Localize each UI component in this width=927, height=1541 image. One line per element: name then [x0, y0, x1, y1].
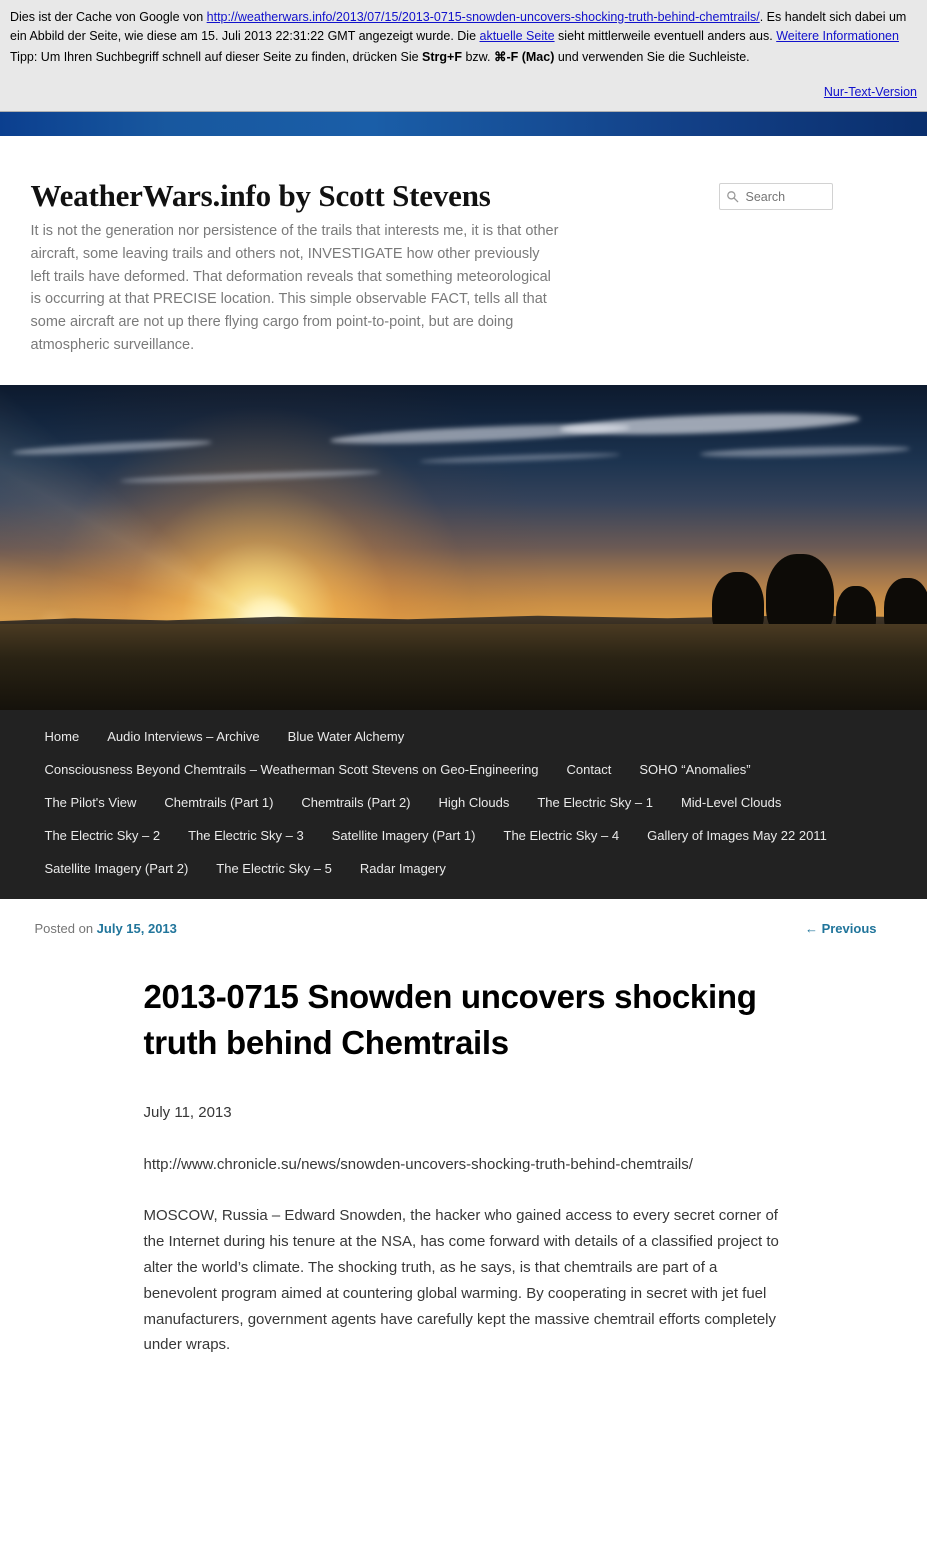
browser-blue-bar [0, 112, 927, 136]
site-description: It is not the generation nor persistence of the trails that interests me, it is that other aircraft, some leaving trails and others not, INVESTIGATE how other previously left trails have deformed. That deformation reveals that something meteorological is occurring at that PRECISE location. This simple observable FACT, tells all that some aircraft are not up there flying cargo from point-to-point, but are doing atmospheric surveillance. [30, 223, 559, 353]
nav-item-chemtrails-part-1[interactable]: Chemtrails (Part 1) [164, 794, 274, 810]
post-date-link[interactable]: July 15, 2013 [96, 920, 177, 936]
nav-item-contact[interactable]: Contact [566, 761, 612, 777]
post-meta-bar [31, 899, 897, 936]
nav-item-the-electric-sky-1[interactable]: The Electric Sky – 1 [537, 794, 653, 810]
nav-item-soho-anomalies[interactable]: SOHO “Anomalies” [639, 761, 751, 777]
post-paragraph-date: July 11, 2013 [143, 1103, 232, 1121]
nav-item-consciousness-beyond-chemtrails[interactable]: Consciousness Beyond Chemtrails – Weatherman Scott Stevens on Geo-Engineering [44, 761, 539, 777]
header-sunset-image [0, 385, 927, 710]
nav-item-satellite-imagery-part-1[interactable]: Satellite Imagery (Part 1) [331, 827, 476, 843]
site-title[interactable]: WeatherWars.info by Scott Stevens [30, 178, 491, 213]
cache-tip [10, 48, 917, 67]
nav-item-the-electric-sky-2[interactable]: The Electric Sky – 2 [44, 827, 161, 843]
cached-url-link[interactable]: http://weatherwars.info/2013/07/15/2013-0715-snowden-uncovers-shocking-truth-behind-chemtrails/ [206, 10, 760, 24]
cache-after-current-text: sieht mittlerweile eventuell anders aus. [554, 29, 777, 44]
nav-row-1 [31, 720, 897, 753]
posted-on [31, 921, 177, 936]
posted-on-label: Posted on [34, 920, 97, 936]
post-content [144, 1100, 784, 1358]
search-input[interactable] [744, 189, 826, 205]
text-only-version-link[interactable]: Nur-Text-Version [823, 85, 917, 100]
cache-after-url-text: . Es handelt sich dabei um ein Abbild der Seite, wie diese am 15. Juli 2013 22:31:22 GMT angezeigt wurde. Die [10, 10, 907, 44]
nav-item-the-pilots-view[interactable]: The Pilot's View [44, 794, 137, 810]
nav-item-the-electric-sky-3[interactable]: The Electric Sky – 3 [188, 827, 304, 843]
google-cache-banner [0, 0, 927, 112]
cache-tip-suffix: und verwenden Sie die Suchleiste. [554, 49, 750, 64]
cache-description [10, 8, 917, 47]
cache-prefix-text: Dies ist der Cache von Google von [10, 10, 207, 24]
cache-tip-prefix: Tipp: Um Ihren Suchbegriff schnell auf dieser Seite zu finden, drücken Sie [10, 49, 423, 64]
post-title: 2013-0715 Snowden uncovers shocking truth behind Chemtrails [143, 977, 757, 1061]
current-page-link[interactable]: aktuelle Seite [479, 29, 555, 44]
site-header [0, 136, 927, 385]
shortcut-key-mac: ⌘-F (Mac) [493, 49, 555, 64]
search-icon [726, 190, 739, 203]
nav-item-the-electric-sky-4[interactable]: The Electric Sky – 4 [503, 827, 620, 843]
nav-item-high-clouds[interactable]: High Clouds [438, 794, 510, 810]
nav-item-radar-imagery[interactable]: Radar Imagery [359, 860, 446, 876]
nav-item-home[interactable]: Home [44, 728, 80, 744]
nav-row-2 [31, 753, 897, 786]
shortcut-key-windows: Strg+F [422, 49, 462, 64]
previous-post-link[interactable]: ← Previous [804, 920, 877, 936]
main-navigation [0, 710, 927, 899]
nav-item-satellite-imagery-part-2[interactable]: Satellite Imagery (Part 2) [44, 860, 189, 876]
post-paragraph-body: MOSCOW, Russia – Edward Snowden, the hacker who gained access to every secret corner of the Internet during his tenure at the NSA, has come forward with details of a classified project to alter the world’s climate. The shocking truth, as he says, is that chemtrails are part of a benevolent program aimed at countering global warming. By cooperating in secret with jet fuel manufacturers, government agents have carefully kept the massive chemtrail efforts completely under wraps. [143, 1207, 779, 1354]
nav-item-mid-level-clouds[interactable]: Mid-Level Clouds [680, 794, 782, 810]
nav-item-blue-water-alchemy[interactable]: Blue Water Alchemy [287, 728, 405, 744]
nav-item-gallery-of-images-may-22-2011[interactable]: Gallery of Images May 22 2011 [647, 827, 827, 843]
foreground-ground [0, 624, 927, 710]
search-box[interactable] [719, 183, 833, 210]
post-paragraph-source-url: http://www.chronicle.su/news/snowden-uncovers-shocking-truth-behind-chemtrails/ [143, 1155, 693, 1173]
cache-tip-mid: bzw. [461, 49, 494, 64]
text-only-version-container [10, 83, 917, 102]
more-information-link[interactable]: Weitere Informationen [776, 29, 899, 44]
nav-row-4 [31, 819, 897, 852]
post-article [144, 936, 784, 1425]
nav-item-audio-interviews-archive[interactable]: Audio Interviews – Archive [107, 728, 260, 744]
nav-item-the-electric-sky-5[interactable]: The Electric Sky – 5 [216, 860, 332, 876]
nav-row-5 [31, 852, 897, 885]
nav-item-chemtrails-part-2[interactable]: Chemtrails (Part 2) [301, 794, 411, 810]
nav-row-3 [31, 786, 897, 819]
